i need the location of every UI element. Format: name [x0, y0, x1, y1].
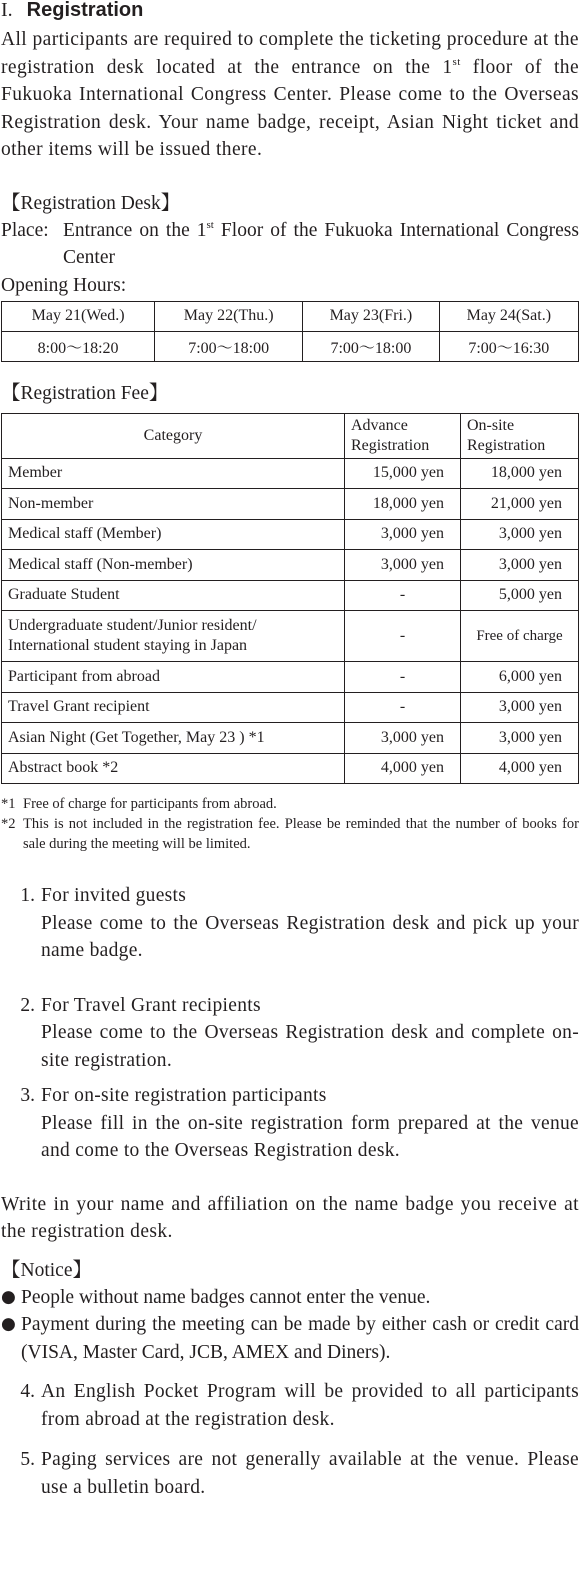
- table-row: [2, 458, 579, 489]
- intro-superscript: st: [452, 55, 461, 68]
- fee-onsite-cell: 18,000 yen: [461, 458, 579, 489]
- registration-fee-title: 【Registration Fee】: [1, 382, 169, 404]
- fee-onsite-cell: 4,000 yen: [461, 753, 579, 784]
- fee-onsite-cell: 3,000 yen: [461, 692, 579, 723]
- step-text: Please fill in the on-site registration form prepared at the venue and come to the Overseas Registration desk.: [41, 1112, 579, 1161]
- hours-time-cell: 7:00〜18:00: [155, 331, 303, 361]
- hours-day-cell: May 22(Thu.): [155, 301, 303, 331]
- place-text-1: Entrance on the 1: [63, 219, 207, 241]
- fee-category-cell: Medical staff (Member): [2, 519, 345, 550]
- table-row: [2, 580, 579, 611]
- table-row: [2, 550, 579, 581]
- notice-text: Paging services are not generally available at the venue. Please use a bulletin board.: [41, 1449, 579, 1498]
- place-superscript: st: [206, 218, 214, 231]
- section-title: Registration: [26, 0, 144, 21]
- hours-days-row: [2, 301, 579, 331]
- list-item: [1, 1446, 579, 1501]
- fee-onsite-cell: 5,000 yen: [461, 580, 579, 611]
- notice-text: An English Pocket Program will be provided to all participants from abroad at the registration desk.: [41, 1381, 579, 1430]
- fee-category-cell: Participant from abroad: [2, 662, 345, 693]
- notice-number: 5.: [20, 1449, 35, 1470]
- registration-steps: [1, 882, 579, 1165]
- fee-header-advance: Advance Registration: [345, 413, 461, 458]
- step-body: [41, 882, 579, 965]
- fee-advance-cell: 15,000 yen: [345, 458, 461, 489]
- fee-advance-cell: -: [345, 692, 461, 723]
- footnote-mark: *1: [1, 796, 16, 812]
- fee-onsite-cell: Free of charge: [461, 611, 579, 662]
- step-text: Please come to the Overseas Registration desk and pick up your name badge.: [41, 912, 579, 961]
- fee-advance-cell: -: [345, 611, 461, 662]
- fee-advance-cell: 4,000 yen: [345, 753, 461, 784]
- table-row: [2, 753, 579, 784]
- notice-number: 4.: [20, 1381, 35, 1402]
- section-number: I.: [1, 0, 13, 21]
- fee-category-cell: Medical staff (Non-member): [2, 550, 345, 581]
- registration-desk-title: 【Registration Desk】: [1, 192, 181, 214]
- fee-advance-cell: 3,000 yen: [345, 519, 461, 550]
- list-item: [1, 992, 579, 1075]
- footnote-text: This is not included in the registration fee. Please be reminded that the number of books for sale during the meeting will be limited.: [23, 816, 579, 852]
- notice-items: [1, 1378, 579, 1501]
- fee-onsite-cell: 3,000 yen: [461, 519, 579, 550]
- fee-category-cell: Travel Grant recipient: [2, 692, 345, 723]
- fee-advance-cell: -: [345, 580, 461, 611]
- fee-onsite-cell: 3,000 yen: [461, 550, 579, 581]
- step-body: [41, 992, 579, 1075]
- table-row: [2, 692, 579, 723]
- place-label: Place:: [1, 219, 49, 241]
- place-row: [1, 217, 579, 272]
- hours-time-cell: 7:00〜16:30: [439, 331, 578, 361]
- table-row: [2, 611, 579, 662]
- intro-text-1: All participants are required to complete the ticketing procedure at the registration desk located at the entrance on the 1: [1, 29, 579, 78]
- list-item: [1, 1082, 579, 1165]
- hours-time-cell: 7:00〜18:00: [303, 331, 439, 361]
- notice-title: 【Notice】: [1, 1259, 92, 1281]
- list-item: [1, 882, 579, 965]
- place-value: [63, 217, 579, 272]
- bullet-icon: ●: [1, 1286, 16, 1307]
- fee-header-onsite: On-site Registration: [461, 413, 579, 458]
- list-item: [1, 1378, 579, 1433]
- intro-paragraph: [1, 26, 579, 164]
- table-row: [2, 662, 579, 693]
- footnote-text: Free of charge for participants from abroad.: [23, 796, 277, 812]
- fee-header-row: [2, 413, 579, 458]
- fee-onsite-cell: 6,000 yen: [461, 662, 579, 693]
- step-number: 2.: [20, 994, 35, 1016]
- step-title: For on-site registration participants: [41, 1085, 327, 1106]
- fee-category-cell: Graduate Student: [2, 580, 345, 611]
- place-text-2: Floor of the Fukuoka International Congress Center: [63, 219, 579, 268]
- fee-advance-cell: 3,000 yen: [345, 723, 461, 754]
- fee-footnotes: [1, 794, 579, 854]
- step-title: For invited guests: [41, 885, 187, 906]
- opening-hours-table: [1, 301, 579, 362]
- hours-day-cell: May 23(Fri.): [303, 301, 439, 331]
- step-number: 1.: [20, 885, 35, 906]
- step-body: [41, 1082, 579, 1165]
- hours-time-cell: 8:00〜18:20: [2, 331, 155, 361]
- footnote: [1, 814, 579, 854]
- fee-onsite-cell: 21,000 yen: [461, 489, 579, 520]
- hours-times-row: [2, 331, 579, 361]
- badge-note: Write in your name and affiliation on the name badge you receive at the registration desk.: [1, 1193, 579, 1242]
- intro-text-2: floor of the Fukuoka International Congress Center. Please come to the Overseas Registration desk. Your name badge, receipt, Asian Night ticket and other items will be issued there.: [1, 56, 579, 160]
- footnote-mark: *2: [1, 816, 16, 832]
- notice-bullet: [1, 1311, 579, 1366]
- fee-category-cell: Non-member: [2, 489, 345, 520]
- table-row: [2, 519, 579, 550]
- table-row: [2, 723, 579, 754]
- fee-onsite-cell: 3,000 yen: [461, 723, 579, 754]
- bullet-icon: ●: [1, 1314, 16, 1334]
- notice-bullet: [1, 1284, 579, 1312]
- table-row: [2, 489, 579, 520]
- fee-advance-cell: -: [345, 662, 461, 693]
- step-number: 3.: [20, 1085, 35, 1106]
- step-title: For Travel Grant recipients: [41, 994, 261, 1016]
- hours-day-cell: May 21(Wed.): [2, 301, 155, 331]
- fee-header-category: Category: [2, 413, 345, 458]
- fee-category-cell: Member: [2, 458, 345, 489]
- fee-advance-cell: 18,000 yen: [345, 489, 461, 520]
- fee-category-cell: Undergraduate student/Junior resident/ International student staying in Japan: [2, 611, 345, 662]
- registration-fee-table: [1, 413, 579, 785]
- section-heading: [1, 0, 579, 20]
- fee-advance-cell: 3,000 yen: [345, 550, 461, 581]
- fee-category-cell: Abstract book *2: [2, 753, 345, 784]
- opening-hours-label: Opening Hours:: [1, 274, 127, 296]
- notice-bullet-text: People without name badges cannot enter the venue.: [21, 1286, 431, 1308]
- footnote: [1, 794, 579, 814]
- hours-day-cell: May 24(Sat.): [439, 301, 578, 331]
- fee-category-cell: Asian Night (Get Together, May 23 ) *1: [2, 723, 345, 754]
- step-text: Please come to the Overseas Registration desk and complete on-site registration.: [41, 1022, 579, 1071]
- notice-bullet-text: Payment during the meeting can be made by either cash or credit card (VISA, Master Card, JCB, AMEX and Diners).: [21, 1314, 579, 1363]
